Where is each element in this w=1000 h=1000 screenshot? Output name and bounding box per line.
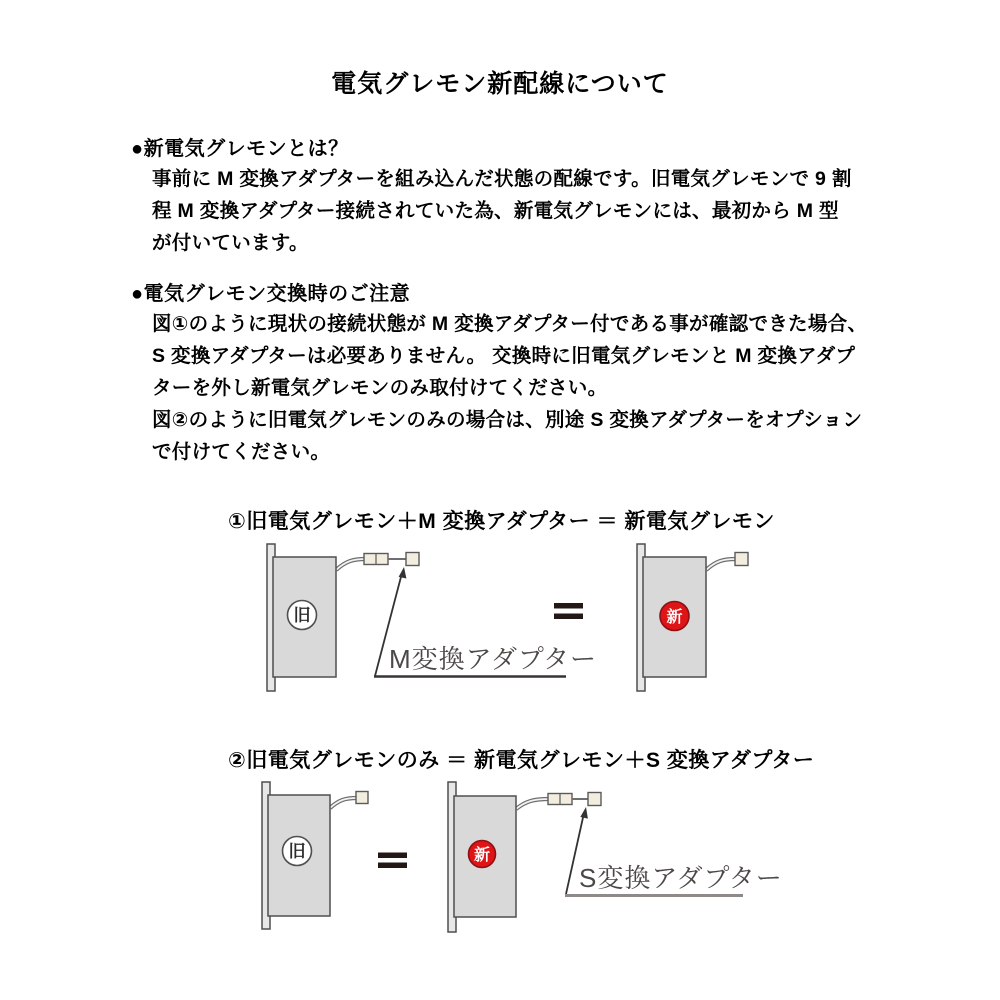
arrowhead-icon: [580, 807, 588, 819]
text-line: 事前に M 変換アダプターを組み込んだ状態の配線です。旧電気グレモンで 9 割: [152, 168, 852, 190]
old-unit-figure-2: [262, 782, 368, 929]
m-adapter-callout: [374, 567, 597, 677]
text-line: ターを外し新電気グレモンのみ取付けてください。: [152, 377, 608, 399]
figure-2-heading: ②旧電気グレモンのみ ＝ 新電気グレモン＋S 変換アダプター: [228, 749, 815, 772]
arrowhead-icon: [399, 567, 407, 579]
text-line: 図②のように旧電気グレモンのみの場合は、別途 S 変換アダプターをオプション: [152, 409, 863, 431]
figure-2-diagram: [0, 770, 1000, 945]
equals-bar-bottom: [554, 614, 583, 620]
new-badge-label: 新: [473, 847, 491, 864]
equals-bar-top: [378, 853, 407, 859]
section-2-header: ●電気グレモン交換時のご注意: [131, 283, 411, 305]
old-badge-label: 旧: [293, 606, 311, 625]
text-line: 図①のように現状の接続状態が M 変換アダプター付である事が確認できた場合、: [152, 313, 868, 335]
end-connector: [735, 553, 748, 566]
end-connector: [406, 553, 419, 566]
end-connector: [356, 792, 368, 804]
page-title: 電気グレモン新配線について: [331, 70, 669, 98]
equals-sign: [378, 853, 407, 869]
section-2-body: [152, 308, 867, 468]
figure-1-heading: ①旧電気グレモン＋M 変換アダプター ＝ 新電気グレモン: [228, 510, 775, 533]
text-line: が付いています。: [152, 232, 309, 254]
new-unit-figure-1: [637, 544, 748, 691]
s-adapter-callout: [565, 807, 783, 896]
new-badge-label: 新: [666, 609, 683, 626]
new-unit-figure-2: [448, 782, 601, 932]
text-line: S 変換アダプターは必要ありません。 交換時に旧電気グレモンと M 変換アダプ: [152, 345, 856, 367]
end-connector: [588, 793, 601, 806]
text-line: で付けてください。: [152, 441, 331, 463]
figure-1-diagram: [0, 535, 1000, 705]
text-line: 程 M 変換アダプター接続されていた為、新電気グレモンには、最初から M 型: [152, 200, 839, 222]
equals-bar-bottom: [378, 863, 407, 869]
equals-sign: [554, 603, 583, 619]
section-1-header: ●新電気グレモンとは？: [131, 138, 349, 160]
section-1-body: [152, 163, 852, 259]
s-adapter-callout-label: S変換アダプター: [579, 863, 783, 893]
equals-bar-top: [554, 603, 583, 609]
old-badge-label: 旧: [288, 842, 306, 861]
m-adapter-callout-label: M変換アダプター: [389, 644, 598, 674]
